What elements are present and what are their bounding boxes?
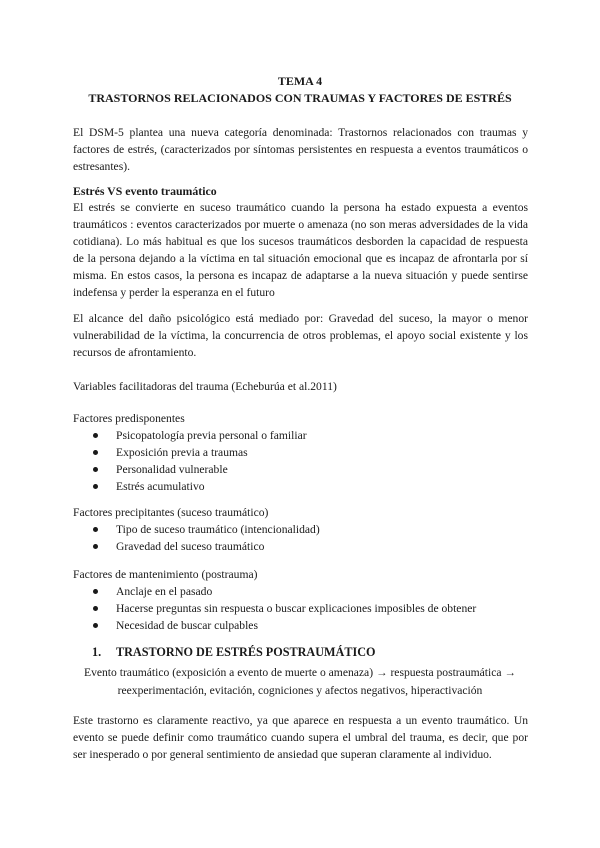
section-title: TRASTORNO DE ESTRÉS POSTRAUMÁTICO [116,645,376,659]
variables-label: Variables facilitadoras del trauma (Echeburúa et al.2011) [73,380,337,393]
list-item: Estrés acumulativo [73,478,307,495]
flow-line-2: reexperimentación, evitación, cogniciones y afectos negativos, hiperactivación [117,684,483,697]
list-item: Necesidad de buscar culpables [73,617,476,634]
list-item: Gravedad del suceso traumático [73,538,320,555]
group-label-predisponentes: Factores predisponentes [73,412,185,425]
list-mantenimiento [73,583,476,634]
list-item: Hacerse preguntas sin respuesta o buscar explicaciones imposibles de obtener [73,600,476,617]
list-item: Exposición previa a traumas [73,444,307,461]
estres-paragraph-1: El estrés se convierte en suceso traumático cuando la persona ha estado expuesta a eventos traumáticos : eventos caracterizados por muerte o amenaza (no son meras adversidades de la vida cotidiana). Lo más habitual es que los sucesos traumáticos desborden la capacidad de respuesta de la persona dejando a la víctima en tal situación emocional que es incapaz de afrontarla por sí misma. En estos casos, la persona es incapaz de adaptarse a la nueva situación y puede sentirse indefensa y perder la esperanza en el futuro [73,201,528,299]
list-precipitantes [73,521,320,555]
group-label-mantenimiento: Factores de mantenimiento (postrauma) [73,568,258,581]
list-item: Psicopatología previa personal o familiar [73,427,307,444]
section-heading-tept [92,644,376,661]
list-item: Tipo de suceso traumático (intencionalidad) [73,521,320,538]
page-title: TRASTORNOS RELACIONADOS CON TRAUMAS Y FACTORES DE ESTRÉS [88,91,512,105]
flow-line-1: Evento traumático (exposición a evento de muerte o amenaza) → respuesta postraumática → [83,666,517,679]
group-label-precipitantes: Factores precipitantes (suceso traumático) [73,506,269,519]
estres-paragraph-2: El alcance del daño psicológico está mediado por: Gravedad del suceso, la mayor o menor vulnerabilidad de la víctima, la concurrencia de otros problemas, el apoyo social existente y los recursos de afrontamiento. [73,312,528,359]
list-item: Personalidad vulnerable [73,461,307,478]
list-predisponentes [73,427,307,495]
list-item: Anclaje en el pasado [73,583,476,600]
tept-paragraph: Este trastorno es claramente reactivo, ya que aparece en respuesta a un evento traumático. Un evento se puede definir como traumático cuando supera el umbral del trauma, es decir, que por ser inesperado o por general sentimiento de ansiedad que superan claramente al individuo. [73,714,528,761]
section-heading-estres: Estrés VS evento traumático [73,184,217,198]
intro-paragraph: El DSM-5 plantea una nueva categoría denominada: Trastornos relacionados con traumas y factores de estrés, (caracterizados por síntomas persistentes en respuesta a eventos traumáticos o estresantes). [73,126,528,173]
section-number: 1. [92,645,102,659]
tema-number: TEMA 4 [277,74,323,88]
